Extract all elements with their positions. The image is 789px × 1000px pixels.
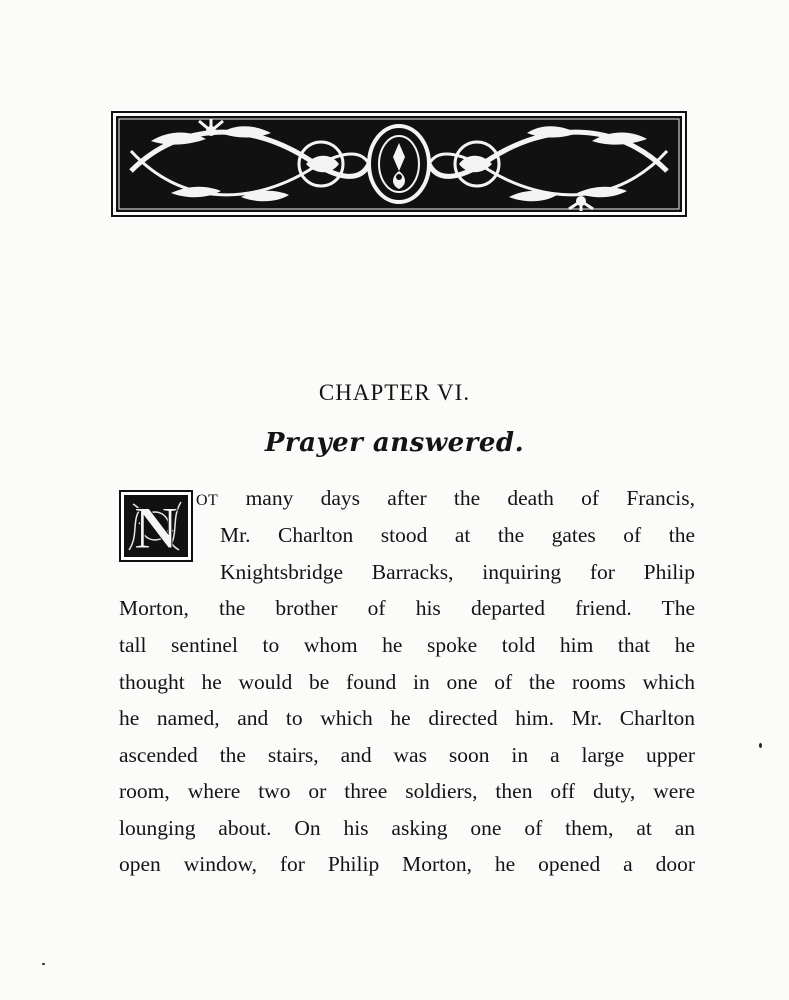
headpiece-ornament-icon (111, 111, 687, 217)
text-line-8: ascended the stairs, and was soon in a large upper (119, 743, 695, 767)
text-line-11: open window, for Philip Morton, he opened a door (119, 852, 695, 876)
illuminated-initial (119, 490, 193, 562)
text-line-7: he named, and to which he directed him. Mr. Charlton (119, 706, 695, 730)
text-line-3: Knightsbridge Barracks, inquiring for Philip (220, 560, 695, 584)
text-line-10: lounging about. On his asking one of them, at an (119, 816, 695, 840)
svg-text:N: N (134, 495, 178, 561)
ink-speck (759, 743, 762, 748)
text-line-4: Morton, the brother of his departed friend. The (119, 596, 695, 620)
text-line-9: room, where two or three soldiers, then off duty, were (119, 779, 695, 803)
ornamental-headpiece (111, 111, 687, 217)
first-line-text: many days after the death of Francis, (218, 486, 695, 510)
ink-speck (42, 963, 45, 965)
chapter-number: CHAPTER VI. (318, 380, 471, 405)
smallcaps-lead: OT (196, 492, 219, 509)
text-line-5: tall sentinel to whom he spoke told him that he (119, 633, 695, 657)
chapter-title: Prayer answered. (264, 428, 525, 458)
text-line-6: thought he would be found in one of the rooms which (119, 670, 695, 694)
illuminated-letter-n-icon (119, 490, 193, 562)
text-line-1 (196, 488, 695, 510)
text-line-2: Mr. Charlton stood at the gates of the (220, 523, 695, 547)
